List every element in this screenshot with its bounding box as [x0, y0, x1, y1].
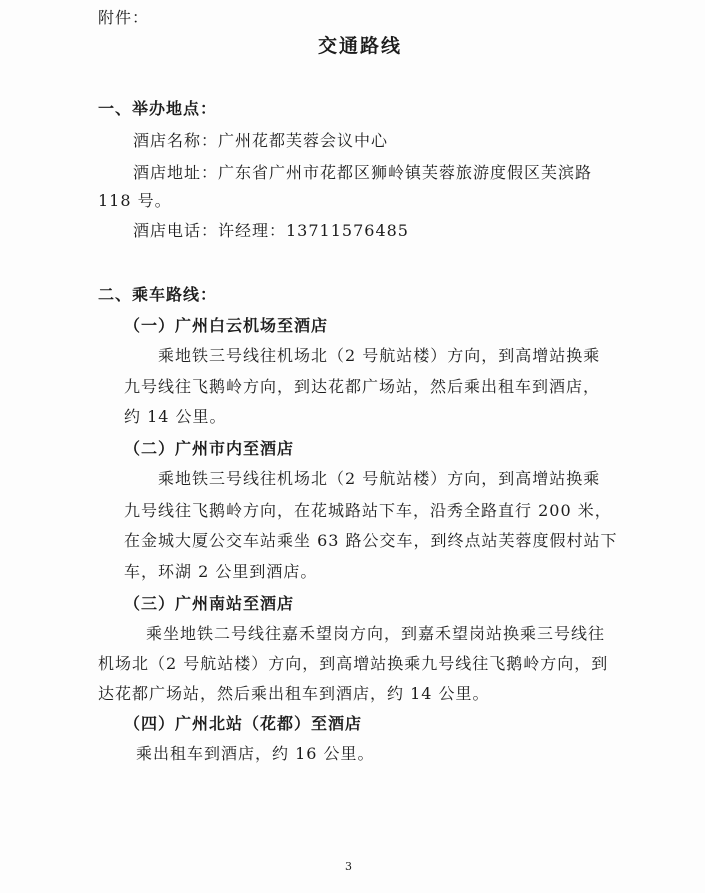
route-2-line-1: 乘地铁三号线往机场北（2 号航站楼）方向，到高增站换乘: [158, 469, 601, 488]
document-title: 交通路线: [318, 35, 403, 57]
route-3-line-2: 机场北（2 号航站楼）方向，到高增站换乘九号线往飞鹅岭方向，到: [98, 654, 609, 673]
route-3-line-3: 达花都广场站，然后乘出租车到酒店，约 14 公里。: [98, 684, 490, 703]
route-1-line-2: 九号线往飞鹅岭方向，到达花都广场站，然后乘出租车到酒店，: [124, 377, 601, 396]
route-2-line-4: 车，环湖 2 公里到酒店。: [124, 562, 318, 581]
route-4-heading: （四）广州北站（花都）至酒店: [124, 714, 363, 733]
route-1-line-3: 约 14 公里。: [124, 407, 227, 426]
route-3-line-1: 乘坐地铁二号线往嘉禾望岗方向，到嘉禾望岗站换乘三号线往: [146, 624, 606, 643]
route-2-line-2: 九号线往飞鹅岭方向，在花城路站下车，沿秀全路直行 200 米，: [124, 501, 612, 520]
hotel-address-line1: 酒店地址：广东省广州市花都区狮岭镇芙蓉旅游度假区芙滨路: [133, 163, 593, 182]
route-4-line-1: 乘出租车到酒店，约 16 公里。: [136, 744, 375, 763]
route-2-heading: （二）广州市内至酒店: [124, 439, 295, 458]
hotel-name: 酒店名称：广州花都芙蓉会议中心: [133, 131, 389, 150]
page-number: 3: [345, 860, 352, 873]
route-2-line-3: 在金城大厦公交车站乘坐 63 路公交车，到终点站芙蓉度假村站下: [124, 531, 618, 550]
section2-heading: 二、乘车路线：: [98, 285, 218, 304]
route-3-heading: （三）广州南站至酒店: [124, 594, 295, 613]
route-1-line-1: 乘地铁三号线往机场北（2 号航站楼）方向，到高增站换乘: [158, 346, 601, 365]
hotel-phone: 酒店电话：许经理：13711576485: [133, 221, 409, 240]
attachment-label: 附件：: [98, 8, 150, 27]
section1-heading: 一、举办地点：: [98, 99, 218, 118]
hotel-address-line2: 118 号。: [98, 191, 172, 210]
route-1-heading: （一）广州白云机场至酒店: [124, 316, 329, 335]
